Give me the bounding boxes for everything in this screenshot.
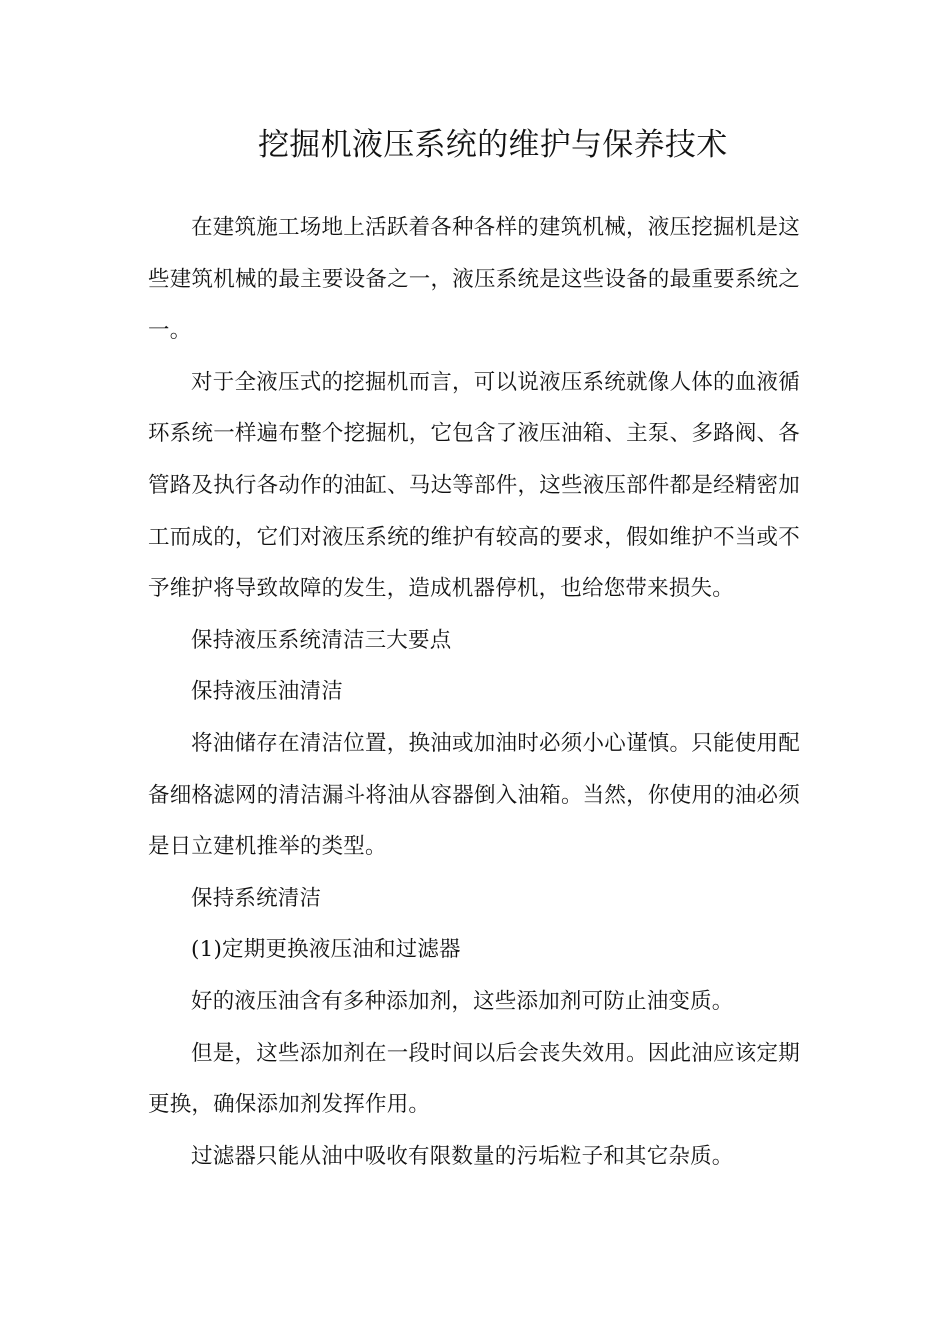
list-item-replace-oil-filter: (1)定期更换液压油和过滤器: [191, 937, 461, 963]
subheading-oil-clean: 保持液压油清洁: [191, 679, 343, 705]
document-title: 挖掘机液压系统的维护与保养技术: [258, 127, 728, 163]
section-heading-cleanliness-points: 保持液压系统清洁三大要点: [191, 627, 452, 653]
paragraph-additive-loss: 但是，这些添加剂在一段时间以后会丧失效用。因此油应该定期更换，确保添加剂发挥作用。: [148, 1040, 800, 1118]
paragraph-intro: 在建筑施工场地上活跃着各种各样的建筑机械，液压挖掘机是这些建筑机械的最主要设备之一，液压系统是这些设备的最重要系统之一。: [148, 215, 800, 344]
subheading-system-clean: 保持系统清洁: [191, 885, 322, 911]
paragraph-filter-capacity: 过滤器只能从油中吸收有限数量的污垢粒子和其它杂质。: [191, 1143, 734, 1169]
paragraph-oil-storage: 将油储存在清洁位置，换油或加油时必须小心谨慎。只能使用配备细格滤网的清洁漏斗将油从容器倒入油箱。当然，你使用的油必须是日立建机推举的类型。: [148, 730, 800, 860]
paragraph-hydraulic-overview: 对于全液压式的挖掘机而言，可以说液压系统就像人体的血液循环系统一样遍布整个挖掘机，它包含了液压油箱、主泵、多路阀、各管路及执行各动作的油缸、马达等部件，这些液压部件都是经精密加工而成的，它们对液压系统的维护有较高的要求，假如维护不当或不予维护将导致故障的发生，造成机器停机，也给您带来损失。: [148, 369, 800, 602]
paragraph-additives: 好的液压油含有多种添加剂，这些添加剂可防止油变质。: [191, 988, 734, 1014]
